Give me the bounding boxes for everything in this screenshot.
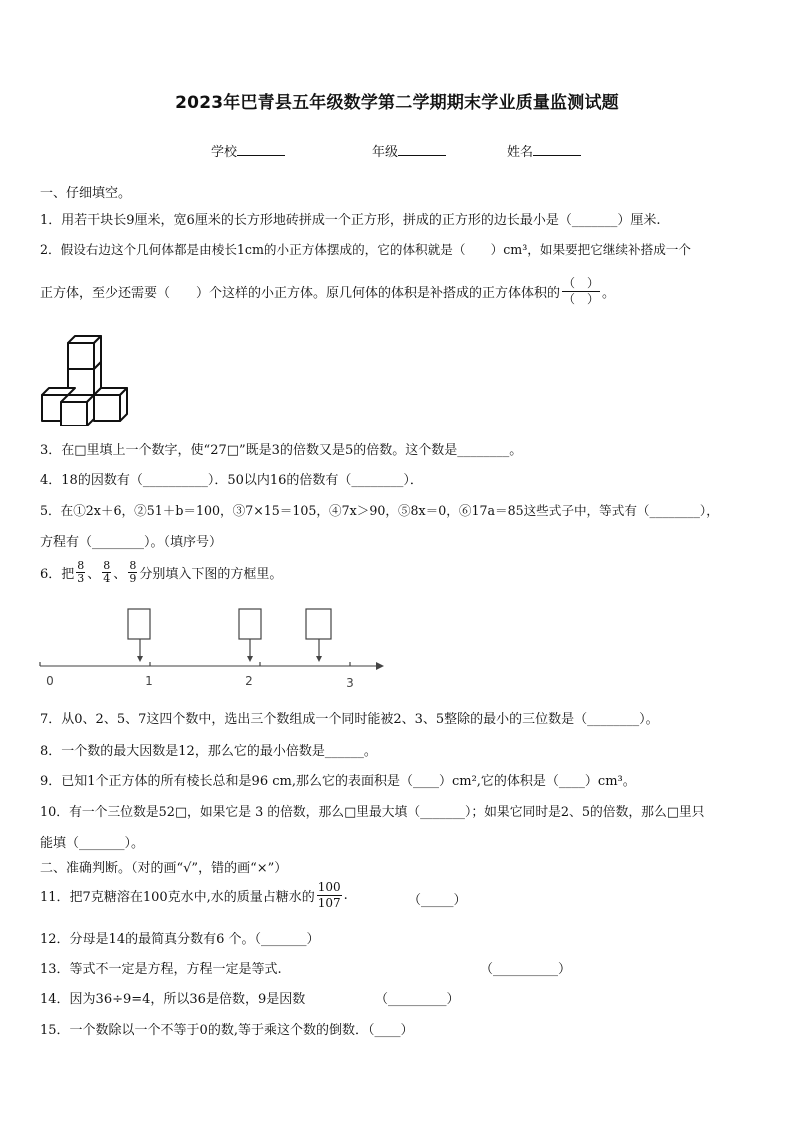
question-10-line-2: 能填（_______）。 xyxy=(40,836,145,851)
tick-label: 3 xyxy=(346,676,354,690)
name-field[interactable] xyxy=(507,141,581,160)
question-11-period: . xyxy=(343,888,348,903)
fraction-denominator: 4 xyxy=(103,572,111,585)
grade-label: 年级 xyxy=(372,145,399,160)
fraction-numerator: 100 xyxy=(317,880,341,894)
question-6-prefix: 6．把 xyxy=(40,567,75,582)
question-3: 3．在□里填上一个数字，使“27□”既是3的倍数又是5的倍数。这个数是________。 xyxy=(40,443,523,458)
question-1: 1．用若干块长9厘米，宽6厘米的长方形地砖拼成一个正方形，拼成的正方形的边长最小是（_______）厘米. xyxy=(40,213,661,228)
tick-label: 0 xyxy=(46,674,54,688)
question-8: 8．一个数的最大因数是12，那么它的最小倍数是______。 xyxy=(40,744,377,759)
name-blank[interactable] xyxy=(533,142,581,156)
number-line-figure xyxy=(36,600,386,692)
fraction-numerator: （ ） xyxy=(563,276,600,290)
question-2-line-1: 2．假设右边这个几何体都是由棱长1cm的小正方体摆成的，它的体积就是（ ）cm³，如果要把它继续补搭成一个 xyxy=(40,242,691,257)
question-14-answer-blank[interactable]: （_________） xyxy=(375,992,460,1007)
question-10-line-1: 10．有一个三位数是52□，如果它是 3 的倍数，那么□里最大填（_______）；如果它同时是2、5的倍数，那么□里只 xyxy=(40,805,705,820)
question-13: 13．等式不一定是方程，方程一定是等式. xyxy=(40,962,282,977)
answer-box-3[interactable] xyxy=(306,609,331,639)
cube-stack-figure xyxy=(40,330,130,426)
fraction-denominator: 3 xyxy=(77,572,85,585)
question-6 xyxy=(40,560,282,585)
question-14: 14．因为36÷9=4，所以36是倍数，9是因数 xyxy=(40,992,306,1007)
question-7: 7．从0、2、5、7这四个数中，选出三个数组成一个同时能被2、3、5整除的最小的三位数是（________）。 xyxy=(40,712,659,727)
question-12: 12．分母是14的最简真分数有6 个。（_______） xyxy=(40,932,320,947)
fraction-numerator: 8 xyxy=(129,559,137,572)
tick-label: 2 xyxy=(245,674,253,688)
fraction-numerator: 8 xyxy=(103,559,111,572)
school-field[interactable] xyxy=(211,141,285,160)
question-9: 9．已知1个正方体的所有棱长总和是96 cm,那么它的表面积是（____）cm²,它的体积是（____）cm³。 xyxy=(40,774,636,789)
separator: 、 xyxy=(113,567,127,582)
school-label: 学校 xyxy=(211,145,238,160)
fraction-8-4 xyxy=(102,560,111,585)
question-4: 4．18的因数有（__________）．50以内16的倍数有（________）． xyxy=(40,473,423,488)
question-6-suffix: 分别填入下图的方框里。 xyxy=(139,567,283,582)
fraction-denominator: （ ） xyxy=(563,292,600,306)
fraction-numerator: 8 xyxy=(77,559,85,572)
name-label: 姓名 xyxy=(507,145,534,160)
question-2-fraction xyxy=(562,276,600,307)
question-13-answer-blank[interactable]: （__________） xyxy=(480,962,572,977)
question-5-line-1: 5．在①2x＋6，②51＋b＝100，③7×15＝105，④7x＞90，⑤8x＝0，⑥17a＝85这些式子中，等式有（________）， xyxy=(40,503,719,518)
fraction-8-3 xyxy=(76,560,85,585)
school-blank[interactable] xyxy=(237,142,285,156)
question-2-text: 正方体，至少还需要（ ）个这样的小正方体。原几何体的体积是补搭成的正方体体积的 xyxy=(40,286,561,301)
question-15: 15．一个数除以一个不等于0的数,等于乘这个数的倒数．（____） xyxy=(40,1023,414,1038)
answer-box-1[interactable] xyxy=(128,609,150,639)
fraction-8-9 xyxy=(128,560,137,585)
separator: 、 xyxy=(87,567,101,582)
question-5-line-2: 方程有（________）。（填序号） xyxy=(40,535,223,550)
question-2-end: 。 xyxy=(602,286,616,301)
tick-label: 1 xyxy=(145,674,153,688)
question-11-text: 11．把7克糖溶在100克水中,水的质量占糖水的 xyxy=(40,890,315,905)
fraction-100-107 xyxy=(317,880,342,911)
question-11 xyxy=(40,880,348,911)
grade-field[interactable] xyxy=(372,141,446,160)
section-1-heading: 一、仔细填空。 xyxy=(40,186,132,201)
fraction-denominator: 107 xyxy=(317,896,341,910)
fraction-denominator: 9 xyxy=(129,572,137,585)
page-title: 2023年巴青县五年级数学第二学期期末学业质量监测试题 xyxy=(175,93,619,113)
question-11-answer-blank[interactable]: （_____） xyxy=(408,893,467,908)
answer-box-2[interactable] xyxy=(239,609,261,639)
section-2-heading: 二、准确判断。（对的画“√”，错的画“×”） xyxy=(40,861,288,876)
grade-blank[interactable] xyxy=(398,142,446,156)
question-2-line-2 xyxy=(40,276,615,307)
